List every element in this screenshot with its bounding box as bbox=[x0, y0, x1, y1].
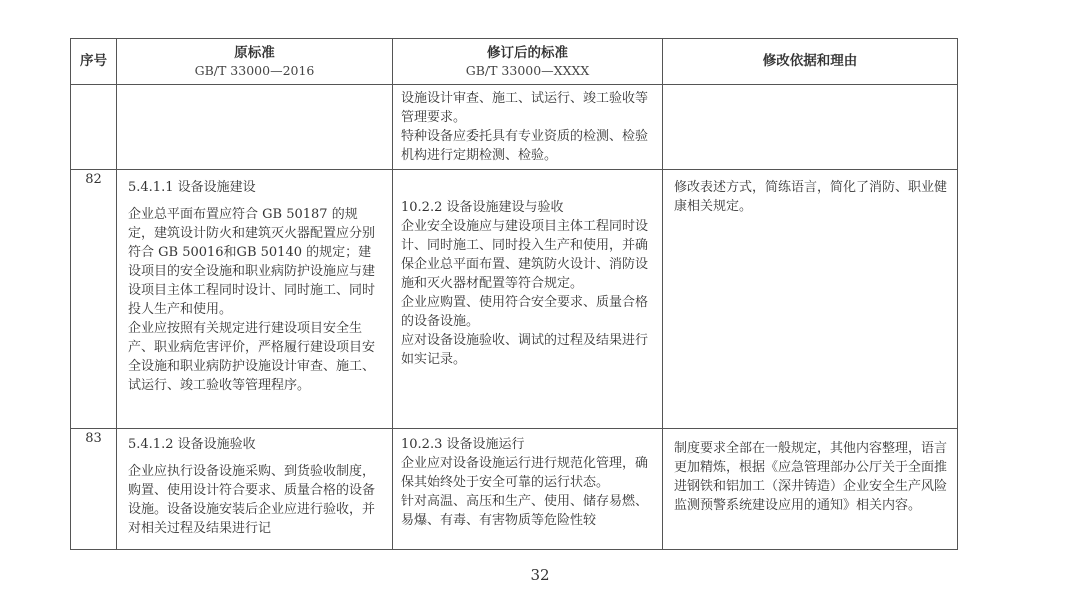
revised-paragraph: 设施设计审查、施工、试运行、竣工验收等管理要求。 bbox=[401, 91, 649, 125]
row-number: 83 bbox=[71, 429, 117, 550]
revised-paragraph: 企业应对设备设施运行进行规范化管理，确保其始终处于安全可靠的运行状态。 bbox=[401, 456, 649, 490]
header-revised-title: 修订后的标准 bbox=[487, 44, 568, 61]
header-revised-code: GB/T 33000—XXXX bbox=[465, 62, 590, 78]
page-number: 32 bbox=[530, 566, 550, 584]
row-number: 82 bbox=[71, 170, 117, 429]
header-original-code: GB/T 33000—2016 bbox=[194, 62, 315, 78]
header-reason: 修改依据和理由 bbox=[663, 39, 958, 85]
original-clause-cell bbox=[117, 170, 393, 429]
revised-paragraph: 企业安全设施应与建设项目主体工程同时设计、同时施工、同时投入生产和使用，并确保企业总平面布置、建筑防火设计、消防设施和灭火器材配置等符合规定。 bbox=[401, 219, 649, 291]
original-paragraph: 企业应执行设备设施采购、到货验收制度，购置、使用设计符合要求、质量合格的设备设施。设备设施安装后企业应进行验收，并对相关过程及结果进行记 bbox=[128, 464, 376, 536]
row-number bbox=[71, 85, 117, 170]
reason-text: 制度要求全部在一般规定，其他内容整理，语言更加精炼，根据《应急管理部办公厅关于全面推进钢铁和铝加工（深井铸造）企业安全生产风险监测预警系统建设应用的通知》相关内容。 bbox=[674, 441, 948, 513]
header-original-standard bbox=[117, 39, 393, 85]
standard-comparison-table bbox=[70, 38, 958, 550]
revised-paragraph: 应对设备设施验收、调试的过程及结果进行如实记录。 bbox=[401, 333, 649, 367]
table-header-row bbox=[71, 39, 958, 85]
table-row bbox=[71, 85, 958, 170]
original-paragraph: 企业总平面布置应符合 GB 50187 的规定，建筑设计防火和建筑灭火器配置应分别符合 GB 50016和GB 50140 的规定；建设项目的安全设施和职业病防护设施应与建设项目主体工程同时设计、同时施工、同时投人生产和使用。 bbox=[128, 207, 376, 317]
revised-clause-cell bbox=[393, 170, 663, 429]
reason-text: 修改表述方式，简练语言，简化了消防、职业健康相关规定。 bbox=[674, 180, 948, 214]
revised-paragraph: 企业应购置、使用符合安全要求、质量合格的设备设施。 bbox=[401, 295, 649, 329]
revised-paragraph: 特种设备应委托具有专业资质的检测、检验机构进行定期检测、检验。 bbox=[401, 129, 649, 163]
header-revised-standard bbox=[393, 39, 663, 85]
revised-clause-heading: 10.2.2 设备设施建设与验收 bbox=[401, 200, 564, 215]
original-clause-heading: 5.4.1.1 设备设施建设 bbox=[128, 180, 256, 195]
original-paragraph: 企业应按照有关规定进行建设项目安全生产、职业病危害评价，严格履行建设项目安全设施和职业病防护设施设计审查、施工、试运行、竣工验收等管理程序。 bbox=[128, 321, 376, 393]
original-clause-heading: 5.4.1.2 设备设施验收 bbox=[128, 437, 256, 452]
revised-clause-cell bbox=[393, 429, 663, 550]
table-row bbox=[71, 170, 958, 429]
original-clause-cell bbox=[117, 429, 393, 550]
original-clause-cell bbox=[117, 85, 393, 170]
revised-paragraph: 针对高温、高压和生产、使用、储存易燃、易爆、有毒、有害物质等危险性较 bbox=[401, 494, 649, 528]
reason-cell bbox=[663, 85, 958, 170]
table-row bbox=[71, 429, 958, 550]
revised-clause-cell bbox=[393, 85, 663, 170]
header-serial-number: 序号 bbox=[71, 39, 117, 85]
header-original-title: 原标准 bbox=[234, 44, 275, 61]
reason-cell bbox=[663, 170, 958, 429]
revised-clause-heading: 10.2.3 设备设施运行 bbox=[401, 437, 525, 452]
reason-cell bbox=[663, 429, 958, 550]
